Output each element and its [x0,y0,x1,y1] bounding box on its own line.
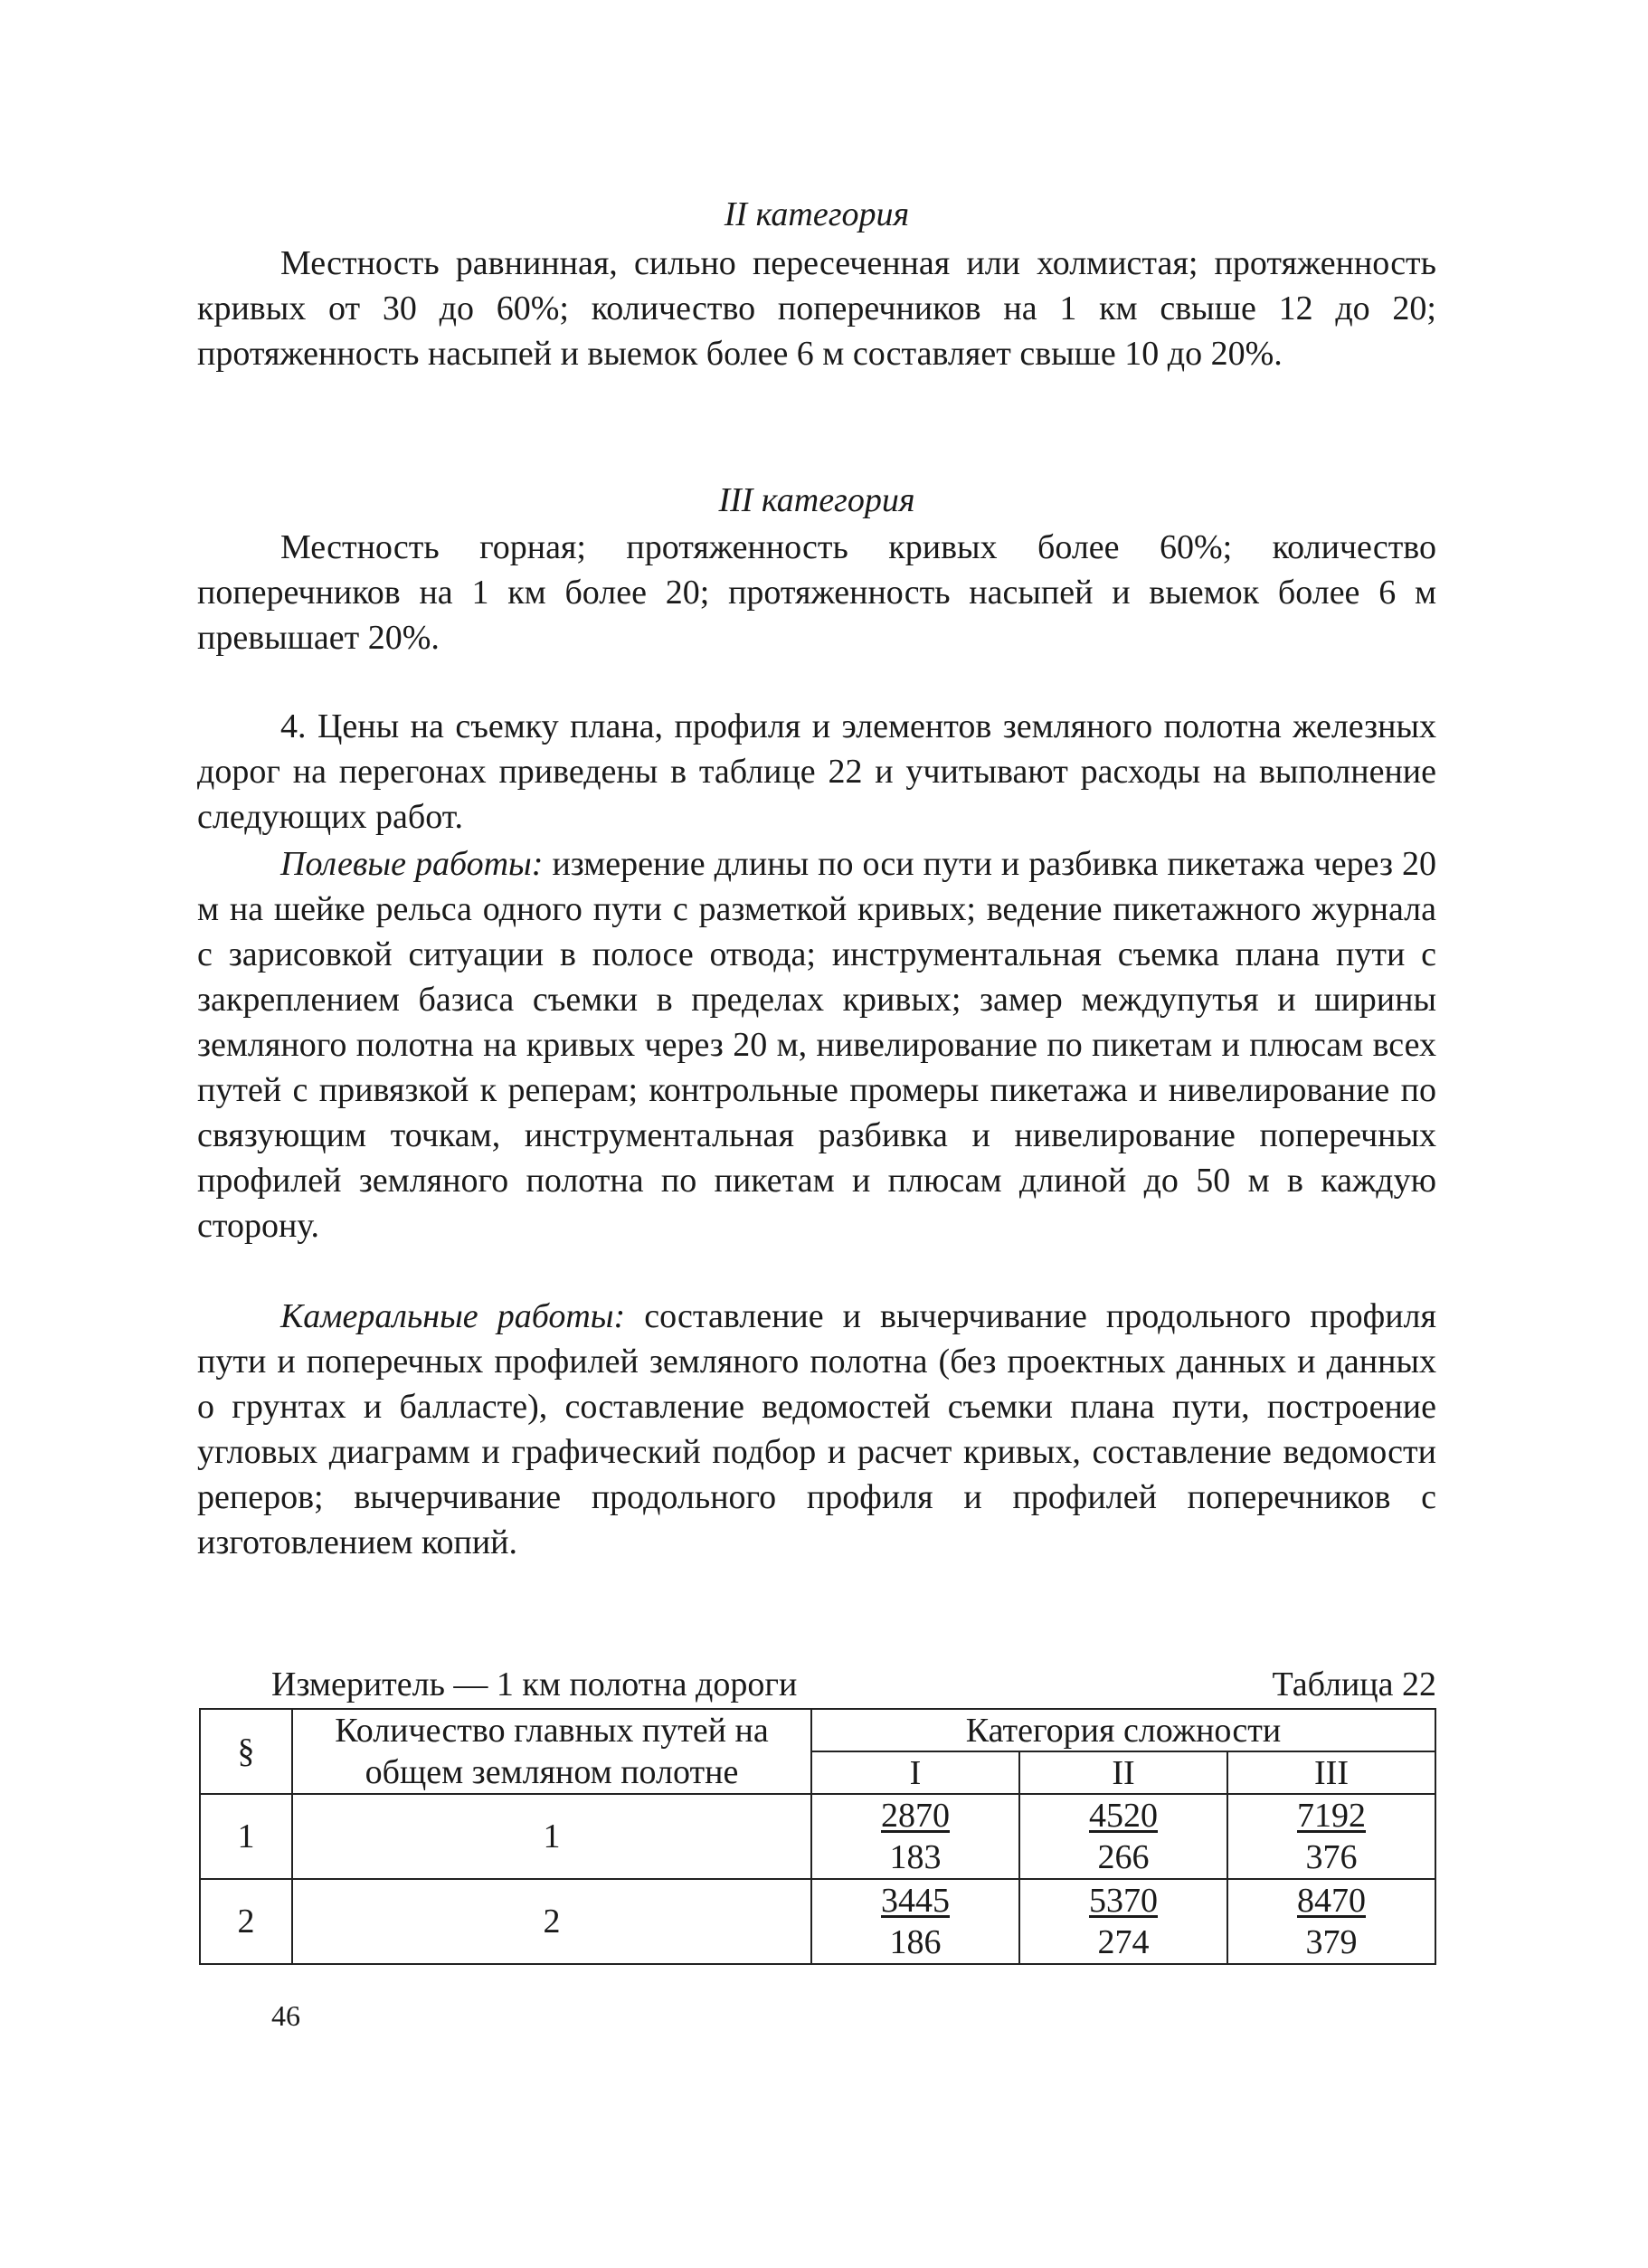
category-3-paragraph: Местность горная; протяженность кривых более 60%; количество поперечников на 1 км более 20; протяженность насыпей и выемок более 6 м превышает 20%. [197,528,1436,657]
page-number: 46 [271,1999,300,2032]
row-count: 2 [292,1879,811,1964]
office-works-label: Камеральные работы: [280,1297,626,1335]
field-works-text: измерение длины по оси пути и разбивка пикетажа через 20 м на шейке рельса одного пути с разметкой кривых; ведение пикетажного журнала с зарисовкой ситуации в полосе отвода; инструментальная съемка плана пути с закреплением базиса съемки в пределах кривых; замер междупутья и ширины земляного полотна на кривых через 20 м, нивелирование по пикетам и плюсам всех путей с привязкой к реперам; контрольные промеры пикетажа и нивелирование по связующим точкам, инструментальная разбивка и нивелирование поперечных профилей земляного полотна по пикетам и плюсам длиной до 50 м в каждую сторону. [197,845,1436,1245]
field-works-label: Полевые работы: [280,845,544,883]
table-measure: Измеритель — 1 км полотна дороги [271,1665,798,1703]
value-numerator: 4520 [1089,1797,1158,1835]
item-4-paragraph: 4. Цены на съемку плана, профиля и элементов земляного полотна железных дорог на перегонах приведены в таблице 22 и учитывают расходы на выполнение следующих работ. [197,707,1436,836]
header-count: Количество главных путей на общем земляном полотне [292,1709,811,1794]
field-works-paragraph [197,841,1436,1248]
row-value-cat-3 [1227,1794,1435,1879]
field-works-block [197,841,1436,1248]
value-denominator: 266 [1097,1838,1150,1876]
row-value-cat-2 [1019,1794,1227,1879]
value-denominator: 376 [1305,1838,1358,1876]
office-works-block [197,1294,1436,1565]
value-denominator: 186 [889,1923,942,1961]
row-value-cat-1 [811,1794,1019,1879]
value-denominator: 274 [1097,1923,1150,1961]
item-4-block [197,704,1436,840]
value-numerator: 7192 [1297,1797,1366,1835]
category-3-text [197,525,1436,660]
row-section: 2 [200,1879,292,1964]
table-header-row [200,1709,1435,1751]
row-value-cat-3 [1227,1879,1435,1964]
value-numerator: 3445 [881,1882,950,1920]
value-numerator: 8470 [1297,1882,1366,1920]
office-works-paragraph [197,1294,1436,1565]
row-value-cat-2 [1019,1879,1227,1964]
category-2-paragraph: Местность равнинная, сильно пересеченная или холмистая; протяженность кривых от 30 до 60%; количество поперечников на 1 км свыше 12 до 20; протяженность насыпей и выемок более 6 м составляет свыше 10 до 20%. [197,244,1436,373]
table-label: Таблица 22 [1272,1665,1436,1703]
office-works-text: составление и вычерчивание продольного профиля пути и поперечных профилей земляного полотна (без проектных данных и данных о грунтах и балласте), составление ведомостей съемки плана пути, построение угловых диаграмм и графический подбор и расчет кривых, составление ведомости реперов; вычерчивание продольного профиля и профилей поперечников с изготовлением копий. [197,1297,1437,1561]
header-cat-2: II [1019,1751,1227,1794]
row-value-cat-1 [811,1879,1019,1964]
price-table [199,1708,1436,1965]
value-numerator: 2870 [881,1797,950,1835]
value-denominator: 183 [889,1838,942,1876]
header-cat-1: I [811,1751,1019,1794]
row-count: 1 [292,1794,811,1879]
row-section: 1 [200,1794,292,1879]
header-section: § [200,1709,292,1794]
value-denominator: 379 [1305,1923,1358,1961]
category-2-heading: II категория [724,195,910,233]
table-row [200,1794,1435,1879]
header-category: Категория сложности [811,1709,1435,1751]
category-3-heading: III категория [718,481,915,519]
header-cat-3: III [1227,1751,1435,1794]
category-2-text [197,241,1436,376]
table-row [200,1879,1435,1964]
value-numerator: 5370 [1089,1882,1158,1920]
